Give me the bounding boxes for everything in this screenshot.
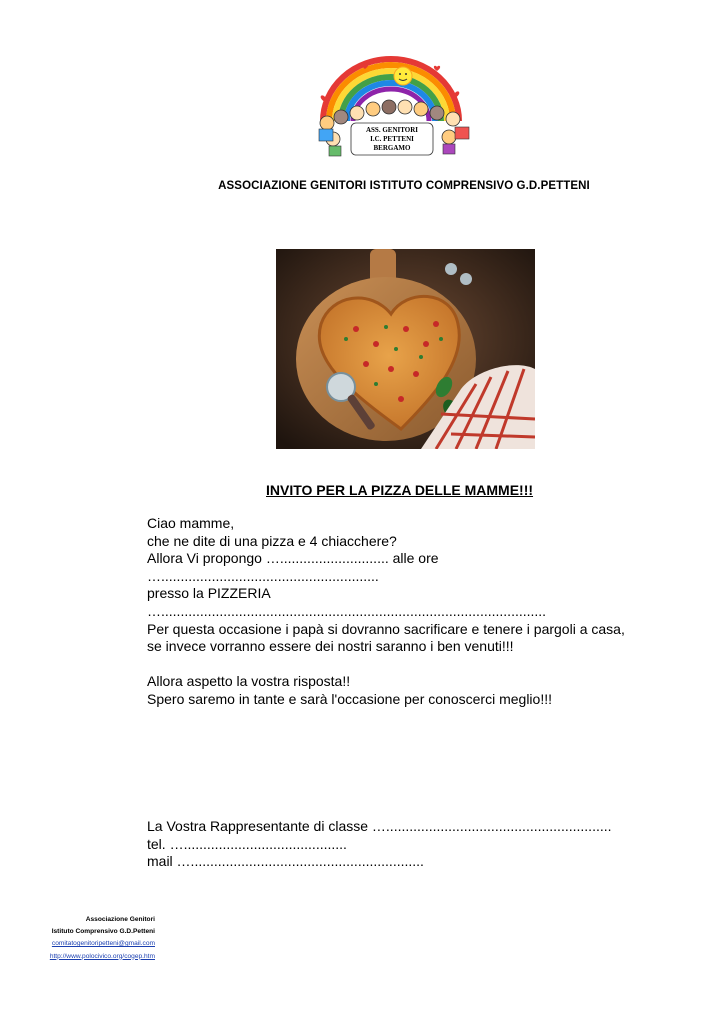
invite-title: INVITO PER LA PIZZA DELLE MAMME!!! <box>266 482 534 498</box>
body-line: se invece vorranno essere dei nostri saranno i ben venuti!!! <box>147 638 514 655</box>
svg-text:ASS. GENITORI: ASS. GENITORI <box>365 126 419 134</box>
footer-org-name: Associazione Genitori <box>85 916 155 923</box>
invite-body <box>147 515 687 709</box>
body-line: …........................................................ <box>147 567 379 584</box>
body-line: …................................................................................................... <box>147 602 547 619</box>
body-line <box>147 656 687 674</box>
mail-line: mail …............................................................ <box>147 853 424 870</box>
body-line: Per questa occasione i papà si dovranno sacrificare e tenere i pargoli a casa, <box>147 620 625 637</box>
footer-school-name: Istituto Comprensivo G.D.Petteni <box>51 928 155 936</box>
footer <box>50 914 155 963</box>
svg-text:BERGAMO: BERGAMO <box>373 144 411 152</box>
footer-email-link[interactable]: comitatogenitoripetteni@gmail.com <box>51 940 155 948</box>
heart-shaped-pizza-photo-icon <box>276 249 535 449</box>
body-line: Spero saremo in tante e sarà l'occasione per conoscerci meglio!!! <box>147 690 552 707</box>
signature-block <box>147 818 687 871</box>
svg-text:I.C. PETTENI: I.C. PETTENI <box>370 135 414 143</box>
pizza-photo <box>276 249 535 449</box>
parents-association-rainbow-logo-icon <box>305 43 477 161</box>
body-line: che ne dite di una pizza e 4 chiacchere? <box>147 532 397 549</box>
telephone-line: tel. ….......................................... <box>147 835 347 852</box>
body-line: Allora aspetto la vostra risposta!! <box>147 673 351 690</box>
representative-line: La Vostra Rappresentante di classe ….......................................................... <box>147 818 612 834</box>
association-title: ASSOCIAZIONE GENITORI ISTITUTO COMPRENSIVO G.D.PETTENI <box>218 180 590 192</box>
body-line: presso la PIZZERIA <box>147 585 271 602</box>
footer-website-link[interactable]: http://www.polocivico.org/cogep.htm <box>49 952 155 960</box>
body-line: Ciao mamme, <box>147 515 235 531</box>
body-line: Allora Vi propongo …............................ alle ore <box>147 550 439 567</box>
association-logo <box>305 43 477 161</box>
